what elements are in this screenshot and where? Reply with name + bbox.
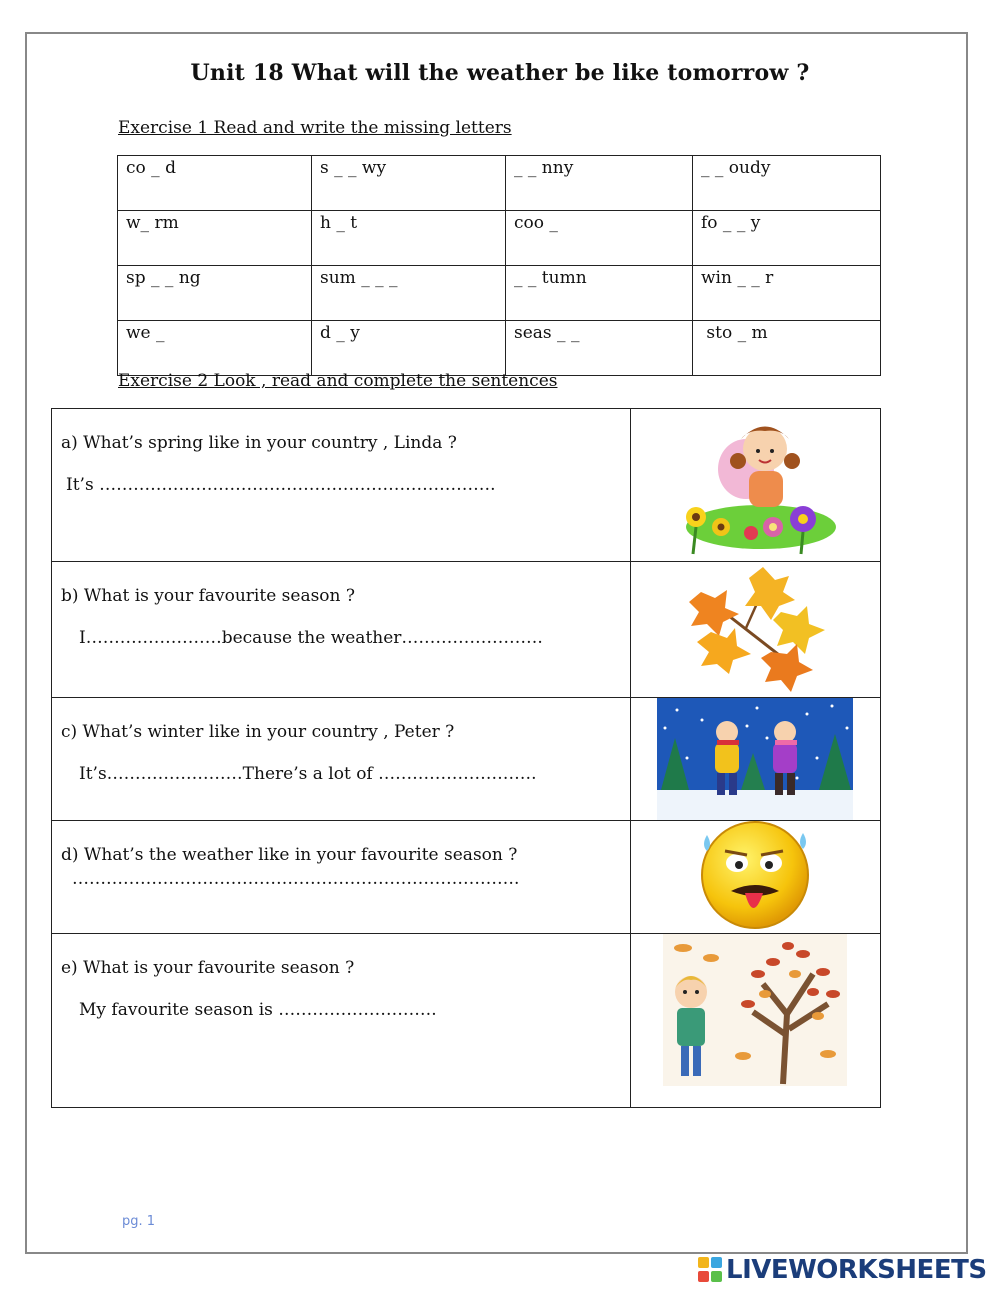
word-cell[interactable]: sp _ _ ng	[118, 266, 312, 321]
answer-blank[interactable]: I……………………because the weather…………………….	[79, 628, 543, 648]
image-cell	[631, 562, 881, 698]
liveworksheets-logo[interactable]	[698, 1255, 987, 1285]
image-cell	[631, 698, 881, 821]
exercise2-label: Exercise 2 Look , read and complete the sentences	[118, 371, 558, 391]
word-cell[interactable]: coo _	[506, 211, 693, 266]
table-row	[52, 934, 881, 1108]
image-cell	[631, 409, 881, 562]
word-cell[interactable]: sum _ _ _	[312, 266, 506, 321]
table-row	[118, 156, 881, 211]
word-cell[interactable]: co _ d	[118, 156, 312, 211]
word-cell[interactable]: fo _ _ y	[693, 211, 881, 266]
exercise1-label: Exercise 1 Read and write the missing letters	[118, 118, 512, 138]
word-cell[interactable]: _ _ oudy	[693, 156, 881, 211]
question-cell	[52, 821, 631, 934]
word-cell[interactable]: sto _ m	[693, 321, 881, 376]
question-text: c) What’s winter like in your country , Peter ?	[61, 722, 455, 742]
table-row	[118, 266, 881, 321]
table-row	[118, 321, 881, 376]
question-cell	[52, 934, 631, 1108]
answer-blank[interactable]: It’s …………………………………………………………….	[66, 475, 496, 495]
answer-blank[interactable]: It’s……………………There’s a lot of ……………………….	[79, 764, 537, 784]
table-row	[52, 562, 881, 698]
table-row	[52, 821, 881, 934]
question-text: e) What is your favourite season ?	[61, 958, 355, 978]
question-cell	[52, 562, 631, 698]
image-cell	[631, 821, 881, 934]
word-cell[interactable]: s _ _ wy	[312, 156, 506, 211]
word-cell[interactable]: we _	[118, 321, 312, 376]
word-cell[interactable]: h _ t	[312, 211, 506, 266]
page-number: pg. 1	[122, 1214, 156, 1229]
answer-blank[interactable]: …………………………………………………………………….	[72, 869, 520, 889]
word-cell[interactable]: seas _ _	[506, 321, 693, 376]
table-row	[118, 211, 881, 266]
missing-letters-table	[117, 155, 881, 376]
word-cell[interactable]: _ _ tumn	[506, 266, 693, 321]
table-row	[52, 698, 881, 821]
table-row	[52, 409, 881, 562]
brand-name: LIVEWORKSHEETS	[726, 1255, 987, 1285]
liveworksheets-badge-icon	[698, 1257, 722, 1283]
word-cell[interactable]: _ _ nny	[506, 156, 693, 211]
question-text: d) What’s the weather like in your favourite season ?	[61, 845, 518, 865]
answer-blank[interactable]: My favourite season is ……………………….	[79, 1000, 437, 1020]
word-cell[interactable]: w_ rm	[118, 211, 312, 266]
sentences-table	[51, 408, 881, 1108]
image-cell	[631, 934, 881, 1108]
word-cell[interactable]: win _ _ r	[693, 266, 881, 321]
question-text: b) What is your favourite season ?	[61, 586, 356, 606]
question-text: a) What’s spring like in your country , Linda ?	[61, 433, 457, 453]
question-cell	[52, 698, 631, 821]
word-cell[interactable]: d _ y	[312, 321, 506, 376]
page-title: Unit 18 What will the weather be like tomorrow ?	[190, 60, 810, 86]
question-cell	[52, 409, 631, 562]
